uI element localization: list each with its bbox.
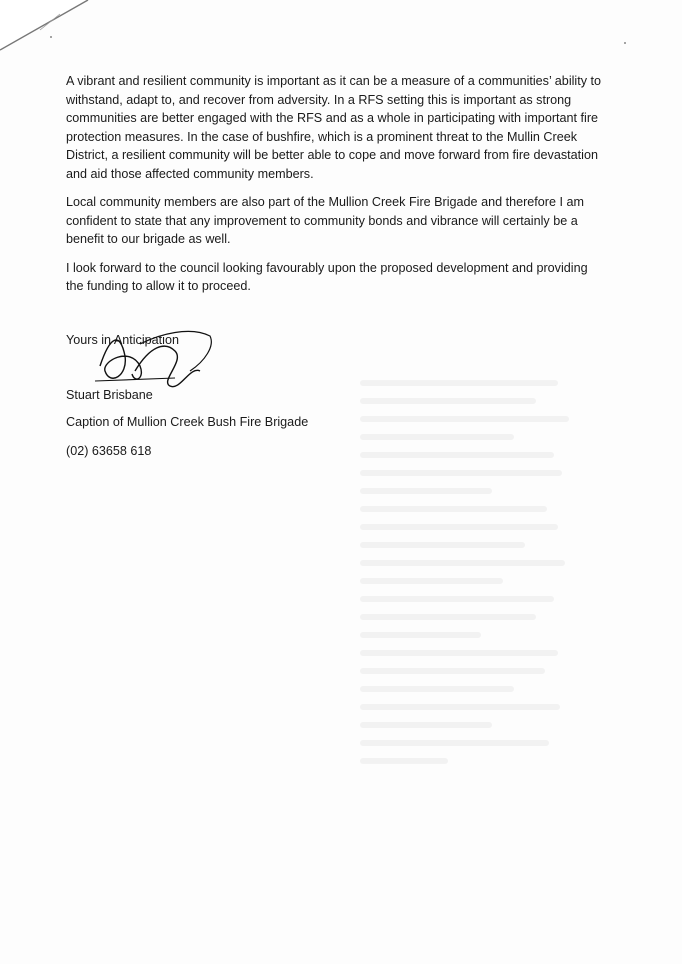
body-paragraph: I look forward to the council looking favourably upon the proposed development and providing the funding to allow it to proceed. [66,260,588,293]
handwritten-signature [80,326,220,396]
body-paragraph: Local community members are also part of the Mullion Creek Fire Brigade and therefore I am confident to state that any improvement to community bonds and vibrance will certainly be a benefit to our brigade as well. [66,195,584,246]
closing-line: Yours in Anticipation [66,333,179,347]
signer-title: Caption of Mullion Creek Bush Fire Brigade [66,415,309,429]
paper-speck [624,42,626,44]
body-paragraph: A vibrant and resilient community is important as it can be a measure of a communities’ ability to withstand, adapt to, and recover from adversity. In a RFS setting this is important as strong communities are better engaged with the RFS and as a whole in participating with important fire protection measures. In the case of bushfire, which is a prominent threat to the Mullin Creek District, a resilient community will be better able to cope and move forward from fire devastation and aid those affected community members. [66,74,602,181]
letter-body [66,72,606,306]
folded-corner [0,0,90,60]
signer-name: Stuart Brisbane [66,388,153,402]
phone-number: (02) 63658 618 [66,444,152,458]
paper-speck [50,36,52,38]
show-through-bleed [360,380,580,820]
